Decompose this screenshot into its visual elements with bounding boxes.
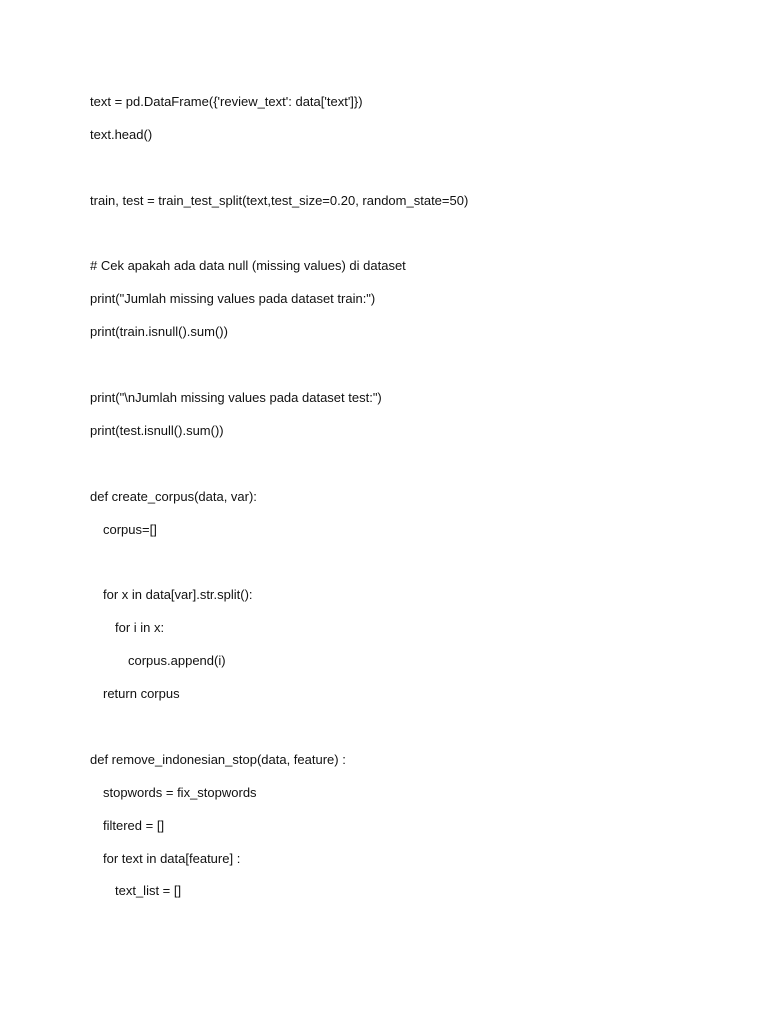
code-line: def remove_indonesian_stop(data, feature) : (90, 752, 346, 767)
code-line: print("Jumlah missing values pada dataset train:") (90, 291, 376, 306)
code-line: print(train.isnull().sum()) (90, 324, 228, 339)
code-line: filtered = [] (103, 818, 165, 833)
code-line: def create_corpus(data, var): (90, 489, 257, 504)
code-line: for i in x: (115, 620, 165, 635)
code-line: for text in data[feature] : (103, 851, 241, 866)
code-line: text = pd.DataFrame({'review_text': data['text']}) (90, 94, 363, 109)
code-line: print("\nJumlah missing values pada dataset test:") (90, 390, 382, 405)
code-line: return corpus (103, 686, 180, 701)
code-line: print(test.isnull().sum()) (90, 423, 224, 438)
code-line: for x in data[var].str.split(): (103, 587, 253, 602)
code-line: stopwords = fix_stopwords (103, 785, 257, 800)
code-line: corpus=[] (103, 522, 157, 537)
code-line: text.head() (90, 127, 153, 142)
code-comment-line: # Cek apakah ada data null (missing values) di dataset (90, 258, 406, 273)
code-line: text_list = [] (115, 883, 182, 898)
code-line: train, test = train_test_split(text,test_size=0.20, random_state=50) (90, 193, 469, 208)
code-line: corpus.append(i) (128, 653, 226, 668)
